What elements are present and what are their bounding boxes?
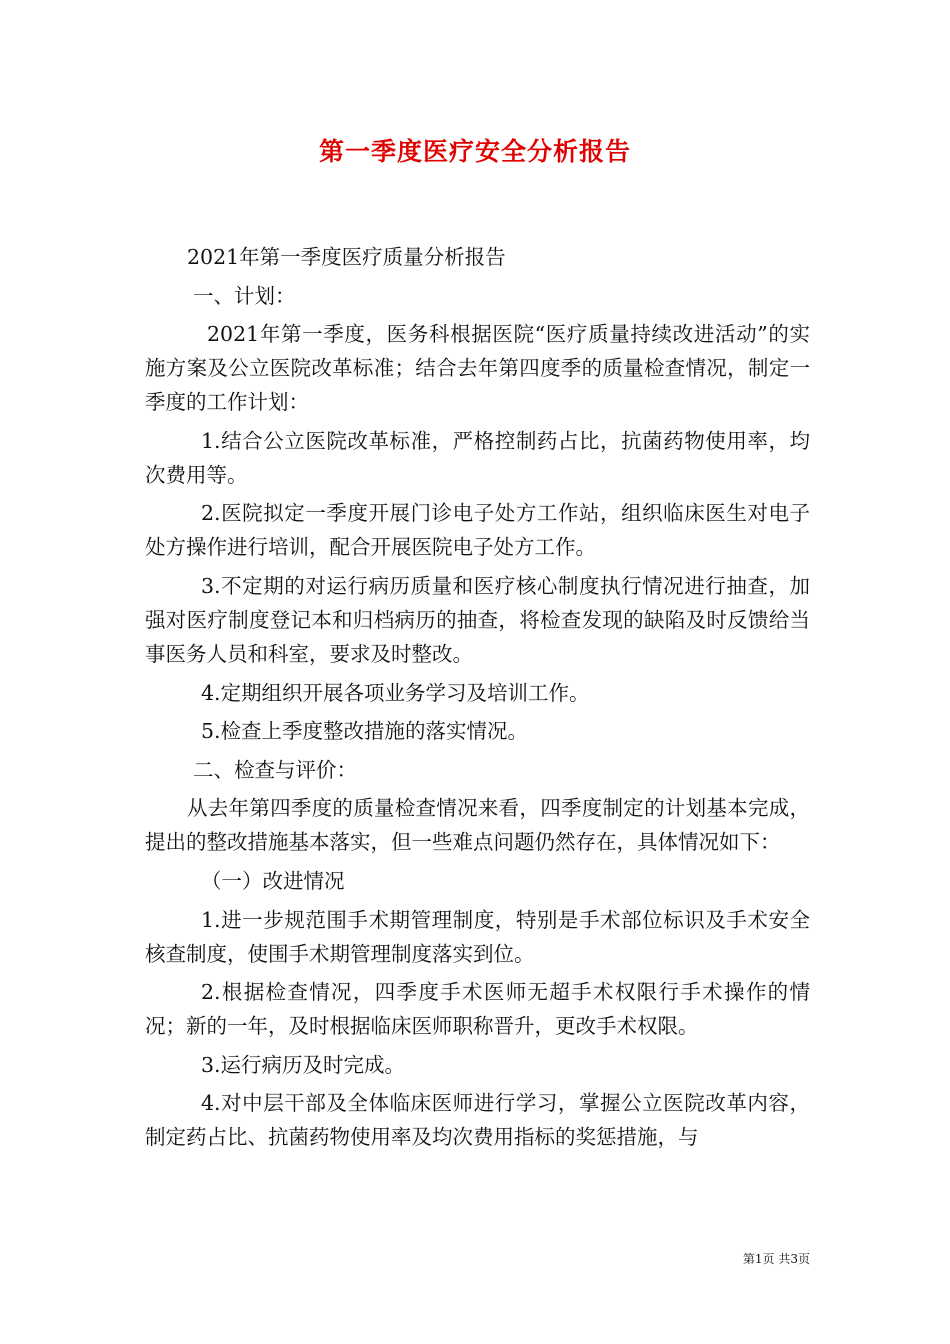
page-footer: 第1页 共3页 (742, 1252, 810, 1266)
paragraph: 2021年第一季度医疗质量分析报告 (187, 245, 506, 269)
paragraph: 4.对中层干部及全体临床医师进行学习，掌握公立医院改革内容，制定药占比、抗菌药物使用率及均次费用指标的奖惩措施，与 (145, 1091, 810, 1150)
paragraph: 2.根据检查情况，四季度手术医师无超手术权限行手术操作的情况；新的一年，及时根据临床医师职称晋升，更改手术权限。 (145, 980, 810, 1039)
paragraph: 3.不定期的对运行病历质量和医疗核心制度执行情况进行抽查，加强对医疗制度登记本和归档病历的抽查，将检查发现的缺陷及时反馈给当事医务人员和科室，要求及时整改。 (145, 573, 810, 666)
paragraph: 1.进一步规范围手术期管理制度，特别是手术部位标识及手术安全核查制度，使围手术期管理制度落实到位。 (145, 907, 810, 966)
document-title: 第一季度医疗安全分析报告 (318, 137, 631, 166)
paragraph: 2021年第一季度，医务科根据医院“医疗质量持续改进活动”的实施方案及公立医院改革标准；结合去年第四度季的质量检查情况，制定一季度的工作计划： (145, 322, 810, 415)
paragraph: 3.运行病历及时完成。 (201, 1052, 406, 1077)
paragraph: 2.医院拟定一季度开展门诊电子处方工作站，组织临床医生对电子处方操作进行培训，配合开展医院电子处方工作。 (145, 501, 810, 560)
paragraph: （一）改进情况 (201, 868, 345, 893)
document-body (145, 240, 810, 1159)
paragraph: 二、检查与评价： (193, 757, 357, 782)
paragraph: 一、计划： (193, 283, 296, 308)
paragraph: 5.检查上季度整改措施的落实情况。 (201, 719, 529, 744)
paragraph: 1.结合公立医院改革标准，严格控制药占比，抗菌药物使用率，均次费用等。 (145, 428, 810, 487)
paragraph: 从去年第四季度的质量检查情况来看，四季度制定的计划基本完成，提出的整改措施基本落实，但一些难点问题仍然存在，具体情况如下： (145, 796, 810, 855)
paragraph: 4.定期组织开展各项业务学习及培训工作。 (201, 680, 590, 705)
